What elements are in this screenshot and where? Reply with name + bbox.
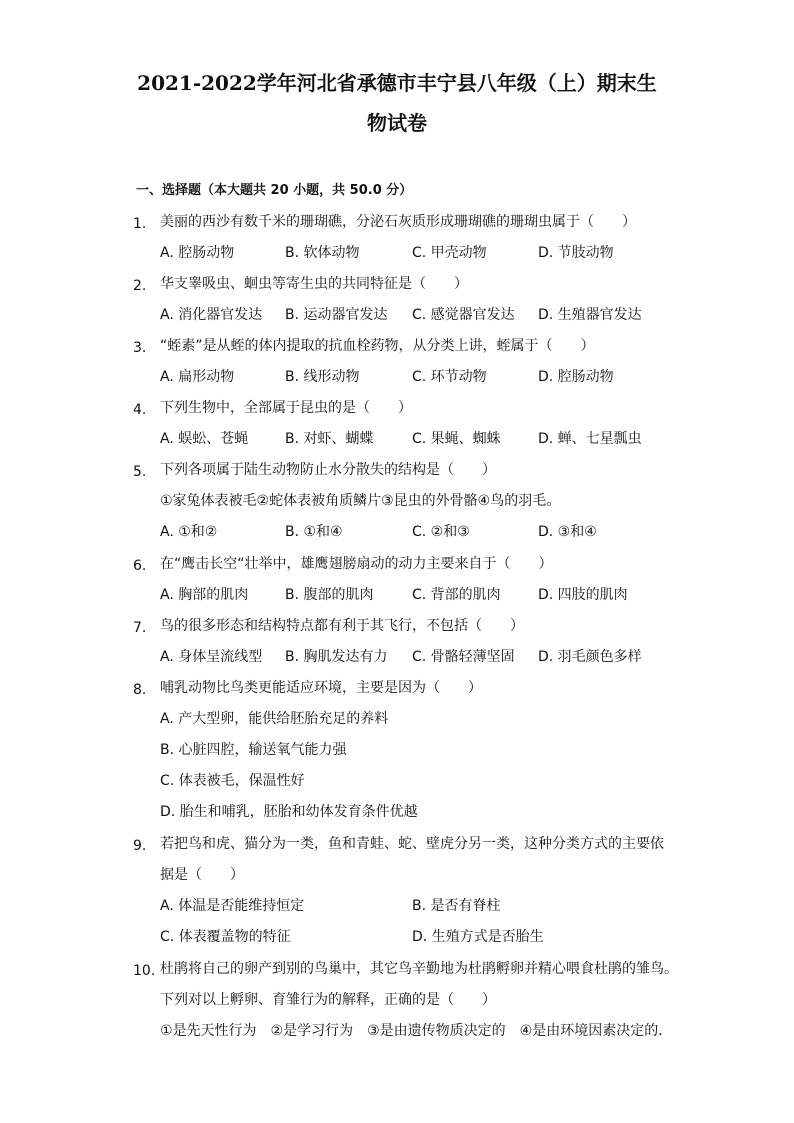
- option-a: A. 体温是否能维持恒定: [160, 898, 305, 914]
- option-d: D. 胎生和哺乳，胚胎和幼体发育条件优越: [160, 804, 418, 820]
- option-a: A. 消化器官发达: [160, 307, 263, 323]
- option-c: C. 骨骼轻薄坚固: [412, 649, 515, 665]
- option-b: B. 线形动物: [285, 369, 360, 385]
- option-a: A. 扁形动物: [160, 369, 235, 385]
- option-c: C. 背部的肌肉: [412, 587, 501, 603]
- option-c: C. ②和③: [412, 524, 470, 540]
- option-b: B. 对虾、蝴蝶: [285, 431, 374, 447]
- option-c: C. 环节动物: [412, 369, 487, 385]
- option-a: A. 腔肠动物: [160, 245, 235, 261]
- option-c: C. 甲壳动物: [412, 245, 487, 261]
- question-stem: 杜鹃将自己的卵产到别的鸟巢中，其它鸟辛勤地为杜鹃孵卵并精心喂食杜鹃的雏鸟。: [160, 961, 678, 977]
- question-stem: 在“鹰击长空“壮举中，雄鹰翅膀扇动的动力主要来自于（ ）: [160, 556, 553, 572]
- question-stem: 美丽的西沙有数千米的珊瑚礁，分泌石灰质形成珊瑚礁的珊瑚虫属于（ ）: [160, 214, 636, 230]
- option-b: B. 腹部的肌肉: [285, 587, 374, 603]
- option-a: A. 身体呈流线型: [160, 649, 263, 665]
- question-stem: 下列各项属于陆生动物防止水分散失的结构是（ ）: [160, 462, 496, 478]
- question-number: 2.: [133, 278, 147, 294]
- option-d: D. ③和④: [538, 524, 597, 540]
- question-stem: 华支睾吸虫、蛔虫等寄生虫的共同特征是（ ）: [160, 276, 468, 292]
- question-stem: 鸟的很多形态和结构特点都有利于其飞行，不包括（ ）: [160, 618, 524, 634]
- question-stem: 哺乳动物比鸟类更能适应环境，主要是因为（ ）: [160, 680, 482, 696]
- question-number: 8.: [133, 682, 147, 698]
- question-number: 9.: [133, 838, 147, 854]
- question-number: 3.: [133, 340, 147, 356]
- option-c: C. 体表覆盖物的特征: [160, 929, 291, 945]
- section-heading: 一、选择题（本大题共 20 小题，共 50.0 分）: [136, 183, 413, 198]
- option-b: B. 胸肌发达有力: [285, 649, 388, 665]
- question-number: 6.: [133, 558, 147, 574]
- page-title-line-1: 2021-2022学年河北省承德市丰宁县八年级（上）期末生: [137, 71, 657, 95]
- option-b: B. 是否有脊柱: [412, 898, 501, 914]
- question-stem: “蛭素”是从蛭的体内提取的抗血栓药物，从分类上讲，蛭属于（ ）: [160, 338, 595, 354]
- option-b: B. 软体动物: [285, 245, 360, 261]
- question-number: 5.: [133, 464, 147, 480]
- question-number: 7.: [133, 620, 147, 636]
- option-b: B. ①和④: [285, 524, 343, 540]
- option-d: D. 生殖方式是否胎生: [412, 929, 544, 945]
- question-stem-continued: ①家兔体表被毛②蛇体表被角质鳞片③昆虫的外骨骼④鸟的羽毛。: [160, 493, 561, 509]
- question-stem-continued: 据是（ ）: [160, 867, 244, 883]
- option-d: D. 腔肠动物: [538, 369, 614, 385]
- option-a: A. 产大型卵，能供给胚胎充足的养料: [160, 711, 389, 727]
- option-d: D. 羽毛颜色多样: [538, 649, 642, 665]
- option-a: A. 胸部的肌肉: [160, 587, 249, 603]
- option-d: D. 节肢动物: [538, 245, 614, 261]
- question-stem: 下列生物中，全部属于昆虫的是（ ）: [160, 400, 412, 416]
- option-a: A. ①和②: [160, 524, 218, 540]
- option-c: C. 感觉器官发达: [412, 307, 515, 323]
- option-d: D. 蝉、七星瓢虫: [538, 431, 642, 447]
- question-number: 1.: [133, 216, 147, 232]
- question-stem-statements: ①是先天性行为 ②是学习行为 ③是由遗传物质决定的 ④是由环境因素决定的．: [160, 1023, 673, 1039]
- question-stem: 若把鸟和虎、猫分为一类，鱼和青蛙、蛇、壁虎分另一类，这种分类方式的主要依: [160, 836, 664, 852]
- option-b: B. 运动器官发达: [285, 307, 388, 323]
- page-title-line-2: 物试卷: [367, 111, 427, 135]
- option-c: C. 体表被毛，保温性好: [160, 773, 305, 789]
- question-number: 10.: [133, 963, 156, 979]
- option-d: D. 生殖器官发达: [538, 307, 642, 323]
- option-c: C. 果蝇、蜘蛛: [412, 431, 501, 447]
- option-d: D. 四肢的肌肉: [538, 587, 628, 603]
- option-a: A. 蜈蚣、苍蝇: [160, 431, 249, 447]
- option-b: B. 心脏四腔，输送氧气能力强: [160, 742, 347, 758]
- question-stem-continued: 下列对以上孵卵、育雏行为的解释，正确的是（ ）: [160, 992, 496, 1008]
- question-number: 4.: [133, 402, 147, 418]
